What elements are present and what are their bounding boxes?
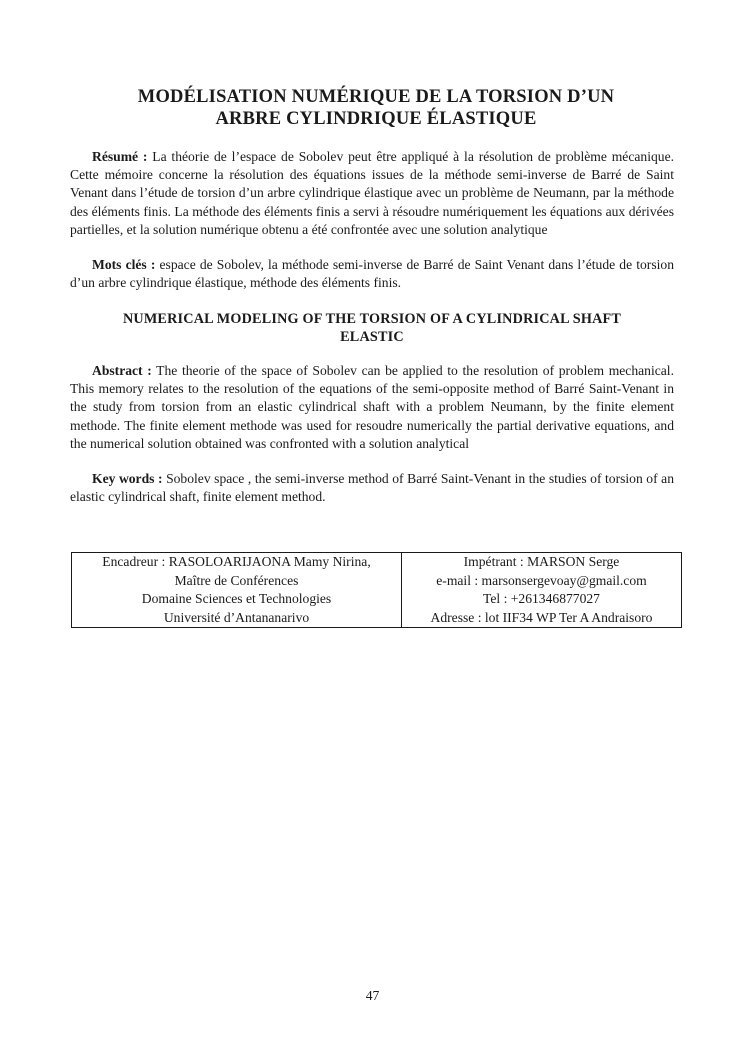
supervisor-cell [72, 553, 402, 628]
resume-label: Résumé : [92, 149, 148, 164]
keywords-paragraph [70, 470, 674, 506]
page-number: 47 [365, 988, 380, 1003]
abstract-label: Abstract : [92, 363, 152, 378]
french-title [70, 86, 682, 130]
resume-paragraph [70, 148, 674, 239]
author-info-row [72, 553, 682, 628]
abstract-paragraph [70, 362, 674, 453]
abstract-text: The theorie of the space of Sobolev can be applied to the resolution of problem mechanical. This memory relates to the resolution of the equations of the semi-opposite method of Barré Saint-Venant in the study from torsion from an elastic cylindrical shaft with a problem Neumann, by the finite element methode. The finite element methode was used for resoudre numerically the partial derivative equations, and the numerical solution obtained was confronted with a solution analytical [70, 363, 674, 451]
applicant-address: Adresse : lot IIF34 WP Ter A Andraisoro [430, 609, 653, 625]
applicant-name: Impétrant : MARSON Serge [463, 554, 620, 569]
mots-cles-label: Mots clés : [92, 257, 156, 272]
resume-text: La théorie de l’espace de Sobolev peut être appliqué à la résolution de problème mécanique. Cette mémoire concerne la résolution des équations issues de la méthode semi-inverse de Barré de Saint Venant dans l’étude de torsion d’un arbre cylindrique élastique avec un problème de Neumann, par la méthode des éléments finis. La méthode des éléments finis a servi à résoudre numériquement les équations aux dérivées partielles, et la solution numérique obtenu a été confrontée avec une solution analytique [70, 149, 674, 237]
applicant-phone: Tel : +261346877027 [483, 591, 600, 606]
french-title-line-1: MODÉLISATION NUMÉRIQUE DE LA TORSION D’UN [137, 87, 615, 107]
supervisor-domain: Domaine Sciences et Technologies [141, 591, 332, 606]
applicant-email: e-mail : marsonsergevoay@gmail.com [436, 572, 647, 588]
keywords-label: Key words : [92, 471, 163, 486]
supervisor-university: Université d’Antananarivo [163, 609, 310, 625]
english-title [70, 310, 674, 346]
supervisor-name: Encadreur : RASOLOARIJAONA Mamy Nirina, [102, 554, 371, 569]
keywords-text: Sobolev space , the semi-inverse method of Barré Saint-Venant in the studies of torsion of an elastic cylindrical shaft, finite element method. [70, 471, 675, 505]
english-title-line-1: NUMERICAL MODELING OF THE TORSION OF A CYLINDRICAL SHAFT [122, 311, 622, 327]
applicant-cell [402, 553, 682, 628]
author-info-table [71, 552, 682, 628]
english-title-line-2: ELASTIC [340, 329, 404, 345]
supervisor-title: Maître de Conférences [174, 572, 299, 588]
french-title-line-2: ARBRE CYLINDRIQUE ÉLASTIQUE [215, 109, 537, 129]
mots-cles-text: espace de Sobolev, la méthode semi-inverse de Barré de Saint Venant dans l’étude de torsion d’un arbre cylindrique élastique, méthode des éléments finis. [70, 257, 674, 291]
mots-cles-paragraph [70, 256, 674, 292]
